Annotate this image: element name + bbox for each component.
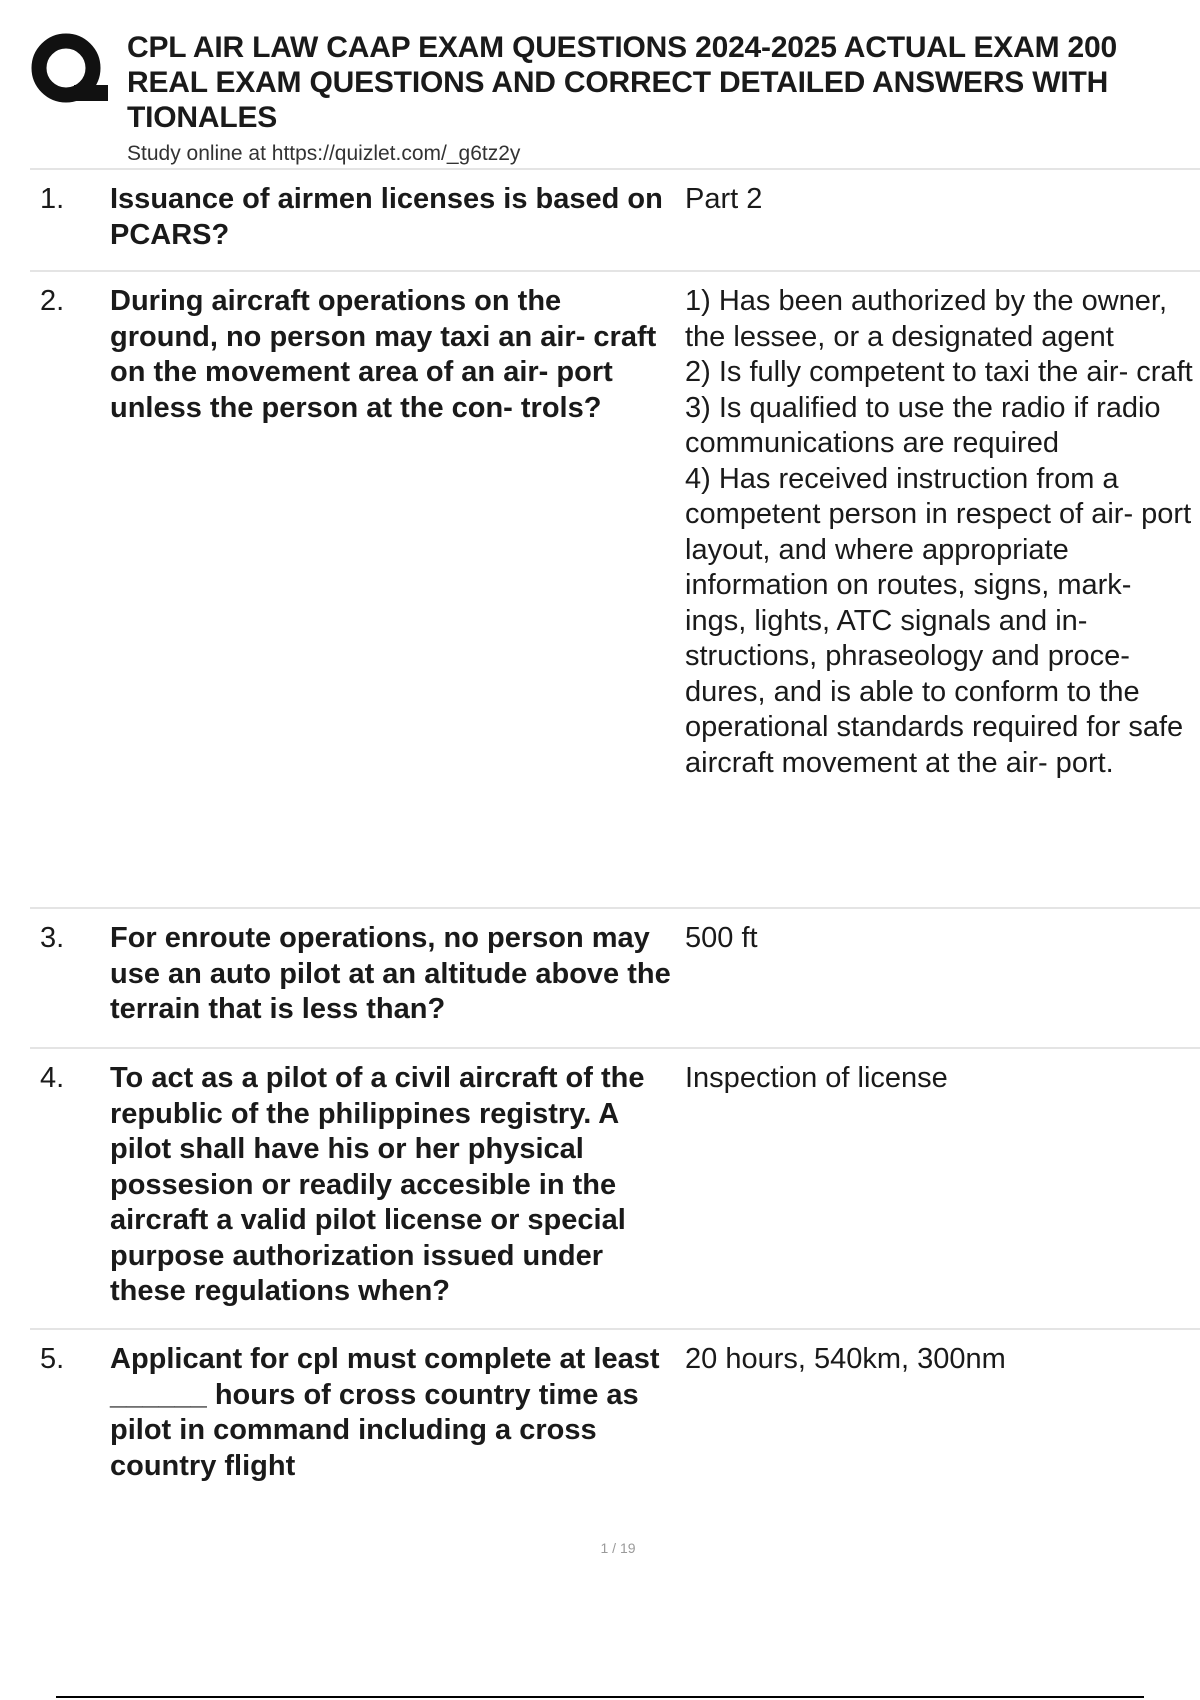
answer-text: Inspection of license [685, 1062, 948, 1094]
question-number: 3. [40, 922, 65, 954]
answer-text: 500 ft [685, 922, 758, 954]
question-row [30, 909, 1200, 1049]
quizlet-logo-icon [30, 30, 110, 110]
question-number: 1. [40, 183, 65, 215]
question-number: 4. [40, 1062, 65, 1094]
question-list [30, 170, 1200, 1490]
answer-text: 20 hours, 540km, 300nm [685, 1343, 1006, 1375]
question-text: To act as a pilot of a civil aircraft of the republic of the philippines registry. A pilot shall have his or her physical possesion or readily accesible in the aircraft a valid pilot license or special purpose authorization issued under these regulations when? [110, 1062, 645, 1307]
study-online-link[interactable]: Study online at https://quizlet.com/_g6tz2y [127, 142, 521, 165]
question-text: Applicant for cpl must complete at least ______ hours of cross country time as pilot in command including a cross country flight [110, 1343, 660, 1482]
question-row [30, 1049, 1200, 1330]
question-row [30, 170, 1200, 272]
answer-text: Part 2 [685, 183, 763, 215]
question-number: 2. [40, 285, 65, 317]
answer-text: 1) Has been authorized by the owner, the lessee, or a designated agent 2) Is fully competent to taxi the air- craft 3) Is qualified to use the radio if radio communications are required 4) Has received instruction from a competent person in respect of air- port layout, and where appropriate information on routes, signs, mark- ings, lights, ATC signals and in- structions, phraseology and proce- dures, and is able to conform to the operational standards required for safe aircraft movement at the air- port. [685, 285, 1193, 779]
question-text: Issuance of airmen licenses is based on PCARS? [110, 183, 663, 251]
question-row [30, 272, 1200, 909]
footer-divider [56, 1696, 1144, 1698]
question-number: 5. [40, 1343, 65, 1375]
question-row [30, 1330, 1200, 1490]
document-title: CPL AIR LAW CAAP EXAM QUESTIONS 2024-2025 ACTUAL EXAM 200 REAL EXAM QUESTIONS AND CORRECT DETAILED ANSWERS WITH TIONALES [127, 31, 1117, 134]
question-text: For enroute operations, no person may use an auto pilot at an altitude above the terrain that is less than? [110, 922, 671, 1025]
page-number: 1 / 19 [600, 1540, 636, 1556]
header [127, 30, 1200, 167]
question-text: During aircraft operations on the ground, no person may taxi an air- craft on the movement area of an air- port unless the person at the con- trols? [110, 285, 657, 424]
